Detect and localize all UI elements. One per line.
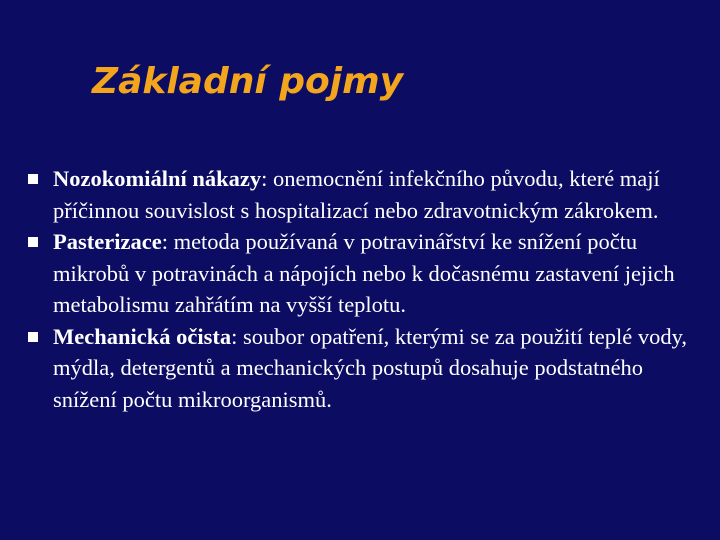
term-label: Pasterizace	[53, 229, 162, 254]
slide-title: Základní pojmy	[92, 61, 404, 102]
definition-text: : metoda používaná v potravinářství ke snížení počtu mikrobů v potravinách a nápojích nebo k dočasnému zastavení jejich metabolismu zahřátím na vyšší teplotu.	[53, 229, 675, 317]
square-bullet-icon	[28, 237, 38, 247]
term-label: Nozokomiální nákazy	[53, 166, 262, 191]
definition-text: : onemocnění infekčního původu, které mají příčinnou souvislost s hospitalizací nebo zdravotnickým zákrokem.	[53, 166, 660, 223]
square-bullet-icon	[28, 174, 38, 184]
square-bullet-icon	[28, 332, 38, 342]
definition-item-pasterizace	[25, 226, 705, 321]
definition-text: : soubor opatření, kterými se za použití teplé vody, mýdla, detergentů a mechanických postupů dosahuje podstatného snížení počtu mikroorganismů.	[53, 323, 688, 412]
definition-item-mechanicka-ocista	[25, 321, 705, 416]
term-label: Mechanická očista	[53, 323, 232, 349]
definition-list	[25, 163, 705, 415]
definition-item-nozokomialni-nakazy	[25, 163, 705, 226]
